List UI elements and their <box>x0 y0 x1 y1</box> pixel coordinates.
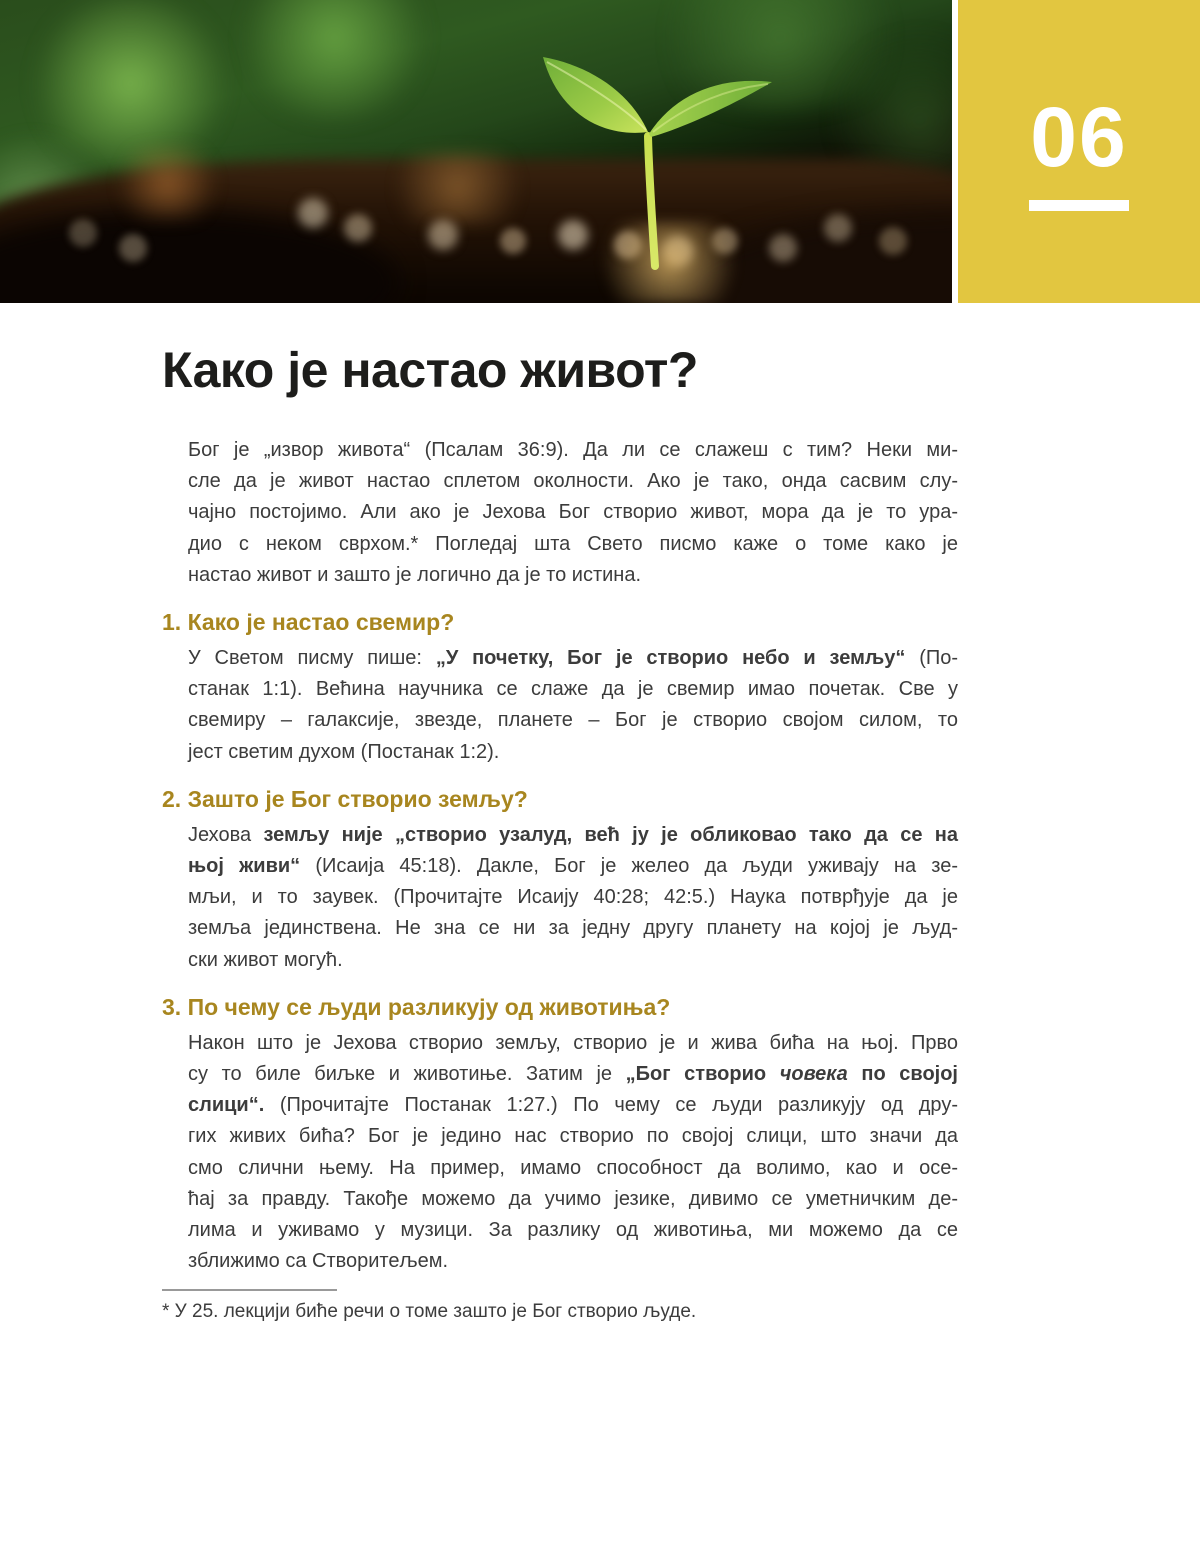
stem <box>648 136 655 266</box>
warm-glow <box>105 148 230 220</box>
section-2 <box>162 786 958 976</box>
chapter-underline <box>1029 200 1129 211</box>
green-bokeh-blob <box>232 0 437 120</box>
text-line: зближимо са Створитељем. <box>188 1250 449 1273</box>
header-photo <box>0 0 952 303</box>
section-1-heading: 1. Како је настао свемир? <box>162 609 455 636</box>
text-line: ски живот могућ. <box>188 948 343 971</box>
soil-bokeh-lights <box>0 0 26 26</box>
section-3-heading: 3. По чему се људи разликују од животиња? <box>162 993 671 1020</box>
text-line: лима и уживамо у музици. За разлику од животиња, ми можемо да се <box>188 1219 958 1242</box>
chapter-number: 06 <box>1030 90 1128 184</box>
text-line: дио с неком сврхом.* Погледај шта Свето писмо каже о томе како је <box>188 532 958 555</box>
text-line: сле да је живот настао сплетом околности. Ако је тако, онда сасвим слу- <box>188 470 958 493</box>
warm-glow <box>375 152 540 224</box>
page-title: Како је настао живот? <box>162 342 698 398</box>
text-line: станак 1:1). Већина научника се слаже да је свемир имао почетак. Све у <box>188 678 958 701</box>
text-line: Јехова земљу није „створио узалуд, већ ју је обликовао тако да се на <box>188 823 958 846</box>
text-line: земља јединствена. Не зна се ни за једну другу планету на којој је људ- <box>188 917 958 940</box>
text-line: Након што је Јехова створио земљу, створио је и жива бића на њој. Прво <box>188 1031 958 1054</box>
page-header <box>0 0 1200 303</box>
article <box>162 343 958 1325</box>
intro-paragraph <box>188 435 958 591</box>
text-line: јест светим духом (Постанак 1:2). <box>188 740 500 763</box>
chapter-badge <box>958 0 1200 303</box>
section-2-heading: 2. Зашто је Бог створио земљу? <box>162 785 528 812</box>
text-line: су то биле биљке и животиње. Затим је „Бог створио човека по својој <box>188 1063 958 1086</box>
text-line: мљи, и то заувек. (Прочитајте Исаију 40:28; 42:5.) Наука потврђује да је <box>188 886 958 909</box>
text-line: слици“. (Прочитајте Постанак 1:27.) По чему се људи разликују од дру- <box>188 1094 958 1117</box>
section-1-paragraph <box>188 643 958 768</box>
right-leaf <box>649 81 772 137</box>
seedling-illustration <box>525 38 780 273</box>
text-line: гих живих бића? Бог је једино нас створио по својој слици, што значи да <box>188 1125 958 1148</box>
text-line: Бог је „извор живота“ (Псалам 36:9). Да ли се слажеш с тим? Неки ми- <box>188 439 958 461</box>
footnote-divider <box>162 1289 337 1291</box>
text-line: ћај за правду. Такође можемо да учимо језике, дивимо се уметничким де- <box>188 1187 958 1210</box>
text-line: У Светом писму пише: „У почетку, Бог је створио небо и земљу“ (По- <box>188 647 959 670</box>
text-line: свемиру – галаксије, звезде, планете – Бог је створио својом силом, то <box>188 709 958 732</box>
section-3 <box>162 994 958 1278</box>
section-3-paragraph <box>188 1028 958 1278</box>
text-line: настао живот и зашто је логично да је то истина. <box>188 563 642 586</box>
text-line: њој живи“ (Исаија 45:18). Дакле, Бог је желео да људи уживају на зе- <box>188 855 958 878</box>
section-1 <box>162 609 958 768</box>
text-line: * У 25. лекцији биће речи о томе зашто је Бог створио људе. <box>162 1301 697 1323</box>
section-2-paragraph <box>188 820 958 976</box>
footnote <box>162 1299 958 1325</box>
text-line: чајно постојимо. Али ако је Јехова Бог створио живот, мора да је то ура- <box>188 501 958 524</box>
text-line: смо слични њему. На пример, имамо способност да волимо, као и осе- <box>188 1156 958 1179</box>
